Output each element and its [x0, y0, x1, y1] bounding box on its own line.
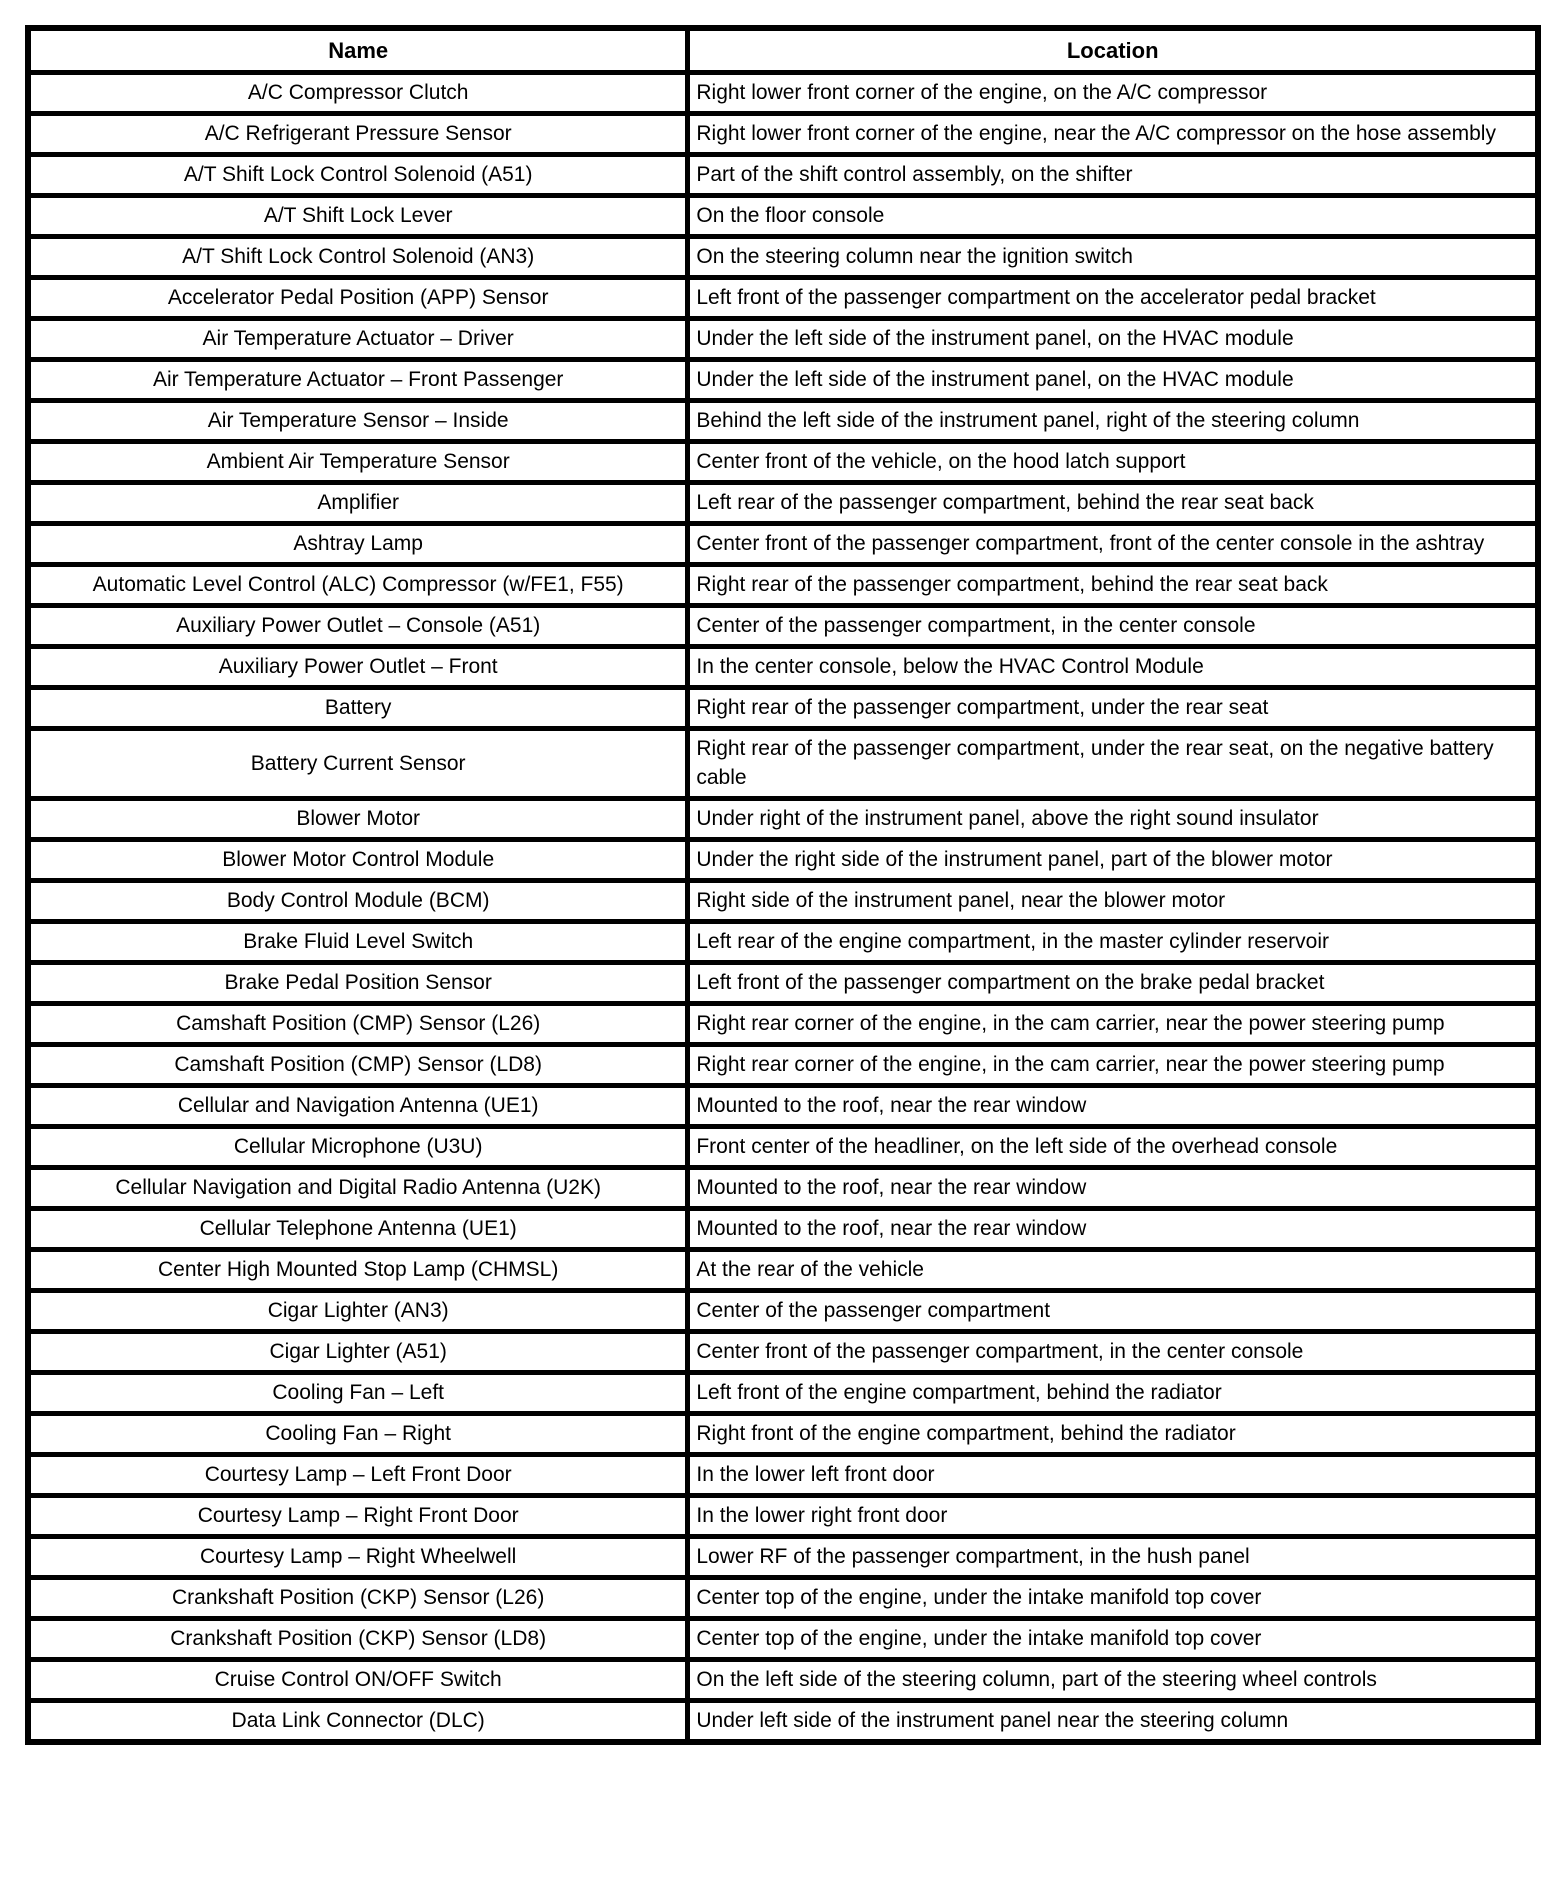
table-row	[28, 1455, 1538, 1496]
header-row	[28, 28, 1538, 73]
table-row	[28, 1168, 1538, 1209]
name-cell: Ambient Air Temperature Sensor	[28, 442, 688, 483]
table-row	[28, 1496, 1538, 1537]
location-cell: Lower RF of the passenger compartment, in the hush panel	[688, 1537, 1538, 1578]
name-cell: Cellular Microphone (U3U)	[28, 1127, 688, 1168]
name-cell: Cellular Navigation and Digital Radio Antenna (U2K)	[28, 1168, 688, 1209]
name-cell: Cigar Lighter (AN3)	[28, 1291, 688, 1332]
component-location-table	[25, 25, 1541, 1745]
location-cell: Behind the left side of the instrument panel, right of the steering column	[688, 401, 1538, 442]
name-cell: Crankshaft Position (CKP) Sensor (L26)	[28, 1578, 688, 1619]
location-cell: Right side of the instrument panel, near the blower motor	[688, 881, 1538, 922]
name-cell: Automatic Level Control (ALC) Compressor (w/FE1, F55)	[28, 565, 688, 606]
table-row	[28, 1660, 1538, 1701]
table-row	[28, 1209, 1538, 1250]
location-cell: Right rear of the passenger compartment, under the rear seat	[688, 688, 1538, 729]
location-cell: Right rear corner of the engine, in the cam carrier, near the power steering pump	[688, 1045, 1538, 1086]
table-row	[28, 922, 1538, 963]
location-cell: Right rear corner of the engine, in the cam carrier, near the power steering pump	[688, 1004, 1538, 1045]
name-cell: Blower Motor	[28, 799, 688, 840]
location-cell: In the lower left front door	[688, 1455, 1538, 1496]
location-cell: Under the left side of the instrument panel, on the HVAC module	[688, 319, 1538, 360]
location-cell: Center front of the passenger compartment, in the center console	[688, 1332, 1538, 1373]
location-cell: Left front of the engine compartment, behind the radiator	[688, 1373, 1538, 1414]
location-cell: At the rear of the vehicle	[688, 1250, 1538, 1291]
location-cell: Right lower front corner of the engine, on the A/C compressor	[688, 73, 1538, 114]
location-cell: Part of the shift control assembly, on the shifter	[688, 155, 1538, 196]
table-row	[28, 1291, 1538, 1332]
name-cell: Camshaft Position (CMP) Sensor (L26)	[28, 1004, 688, 1045]
location-cell: Under the right side of the instrument panel, part of the blower motor	[688, 840, 1538, 881]
table-row	[28, 1619, 1538, 1660]
name-cell: Air Temperature Actuator – Driver	[28, 319, 688, 360]
location-cell: Right front of the engine compartment, behind the radiator	[688, 1414, 1538, 1455]
table-row	[28, 1414, 1538, 1455]
location-cell: On the left side of the steering column, part of the steering wheel controls	[688, 1660, 1538, 1701]
name-cell: Cellular Telephone Antenna (UE1)	[28, 1209, 688, 1250]
name-cell: Battery Current Sensor	[28, 729, 688, 799]
location-cell: Front center of the headliner, on the left side of the overhead console	[688, 1127, 1538, 1168]
location-cell: Center top of the engine, under the intake manifold top cover	[688, 1578, 1538, 1619]
table-row	[28, 1045, 1538, 1086]
table-body	[28, 73, 1538, 1743]
column-header-name: Name	[28, 28, 688, 73]
name-cell: A/T Shift Lock Control Solenoid (AN3)	[28, 237, 688, 278]
table-row	[28, 360, 1538, 401]
table-row	[28, 647, 1538, 688]
table-row	[28, 442, 1538, 483]
name-cell: A/C Compressor Clutch	[28, 73, 688, 114]
name-cell: Center High Mounted Stop Lamp (CHMSL)	[28, 1250, 688, 1291]
name-cell: Auxiliary Power Outlet – Console (A51)	[28, 606, 688, 647]
name-cell: A/C Refrigerant Pressure Sensor	[28, 114, 688, 155]
location-cell: Left rear of the engine compartment, in the master cylinder reservoir	[688, 922, 1538, 963]
location-cell: Right rear of the passenger compartment, under the rear seat, on the negative battery cable	[688, 729, 1538, 799]
location-cell: Center of the passenger compartment, in the center console	[688, 606, 1538, 647]
name-cell: Body Control Module (BCM)	[28, 881, 688, 922]
location-cell: Left front of the passenger compartment on the accelerator pedal bracket	[688, 278, 1538, 319]
name-cell: Ashtray Lamp	[28, 524, 688, 565]
table-row	[28, 606, 1538, 647]
table-row	[28, 278, 1538, 319]
location-cell: Mounted to the roof, near the rear window	[688, 1168, 1538, 1209]
table-row	[28, 1004, 1538, 1045]
table-row	[28, 196, 1538, 237]
location-cell: In the center console, below the HVAC Control Module	[688, 647, 1538, 688]
table-row	[28, 799, 1538, 840]
name-cell: Brake Pedal Position Sensor	[28, 963, 688, 1004]
location-cell: Under left side of the instrument panel near the steering column	[688, 1701, 1538, 1743]
table-row	[28, 565, 1538, 606]
table-row	[28, 1086, 1538, 1127]
table-row	[28, 524, 1538, 565]
location-cell: On the floor console	[688, 196, 1538, 237]
location-cell: Mounted to the roof, near the rear window	[688, 1209, 1538, 1250]
location-cell: Mounted to the roof, near the rear window	[688, 1086, 1538, 1127]
location-cell: Right rear of the passenger compartment, behind the rear seat back	[688, 565, 1538, 606]
table-row	[28, 729, 1538, 799]
name-cell: Air Temperature Actuator – Front Passenger	[28, 360, 688, 401]
name-cell: Courtesy Lamp – Right Front Door	[28, 1496, 688, 1537]
name-cell: Battery	[28, 688, 688, 729]
name-cell: Data Link Connector (DLC)	[28, 1701, 688, 1743]
name-cell: Cooling Fan – Left	[28, 1373, 688, 1414]
name-cell: Cigar Lighter (A51)	[28, 1332, 688, 1373]
table-row	[28, 688, 1538, 729]
location-cell: Right lower front corner of the engine, near the A/C compressor on the hose assembly	[688, 114, 1538, 155]
location-cell: Under the left side of the instrument panel, on the HVAC module	[688, 360, 1538, 401]
location-cell: Center top of the engine, under the intake manifold top cover	[688, 1619, 1538, 1660]
table-row	[28, 1373, 1538, 1414]
location-cell: Under right of the instrument panel, above the right sound insulator	[688, 799, 1538, 840]
name-cell: Camshaft Position (CMP) Sensor (LD8)	[28, 1045, 688, 1086]
name-cell: Courtesy Lamp – Right Wheelwell	[28, 1537, 688, 1578]
location-cell: In the lower right front door	[688, 1496, 1538, 1537]
name-cell: Cellular and Navigation Antenna (UE1)	[28, 1086, 688, 1127]
name-cell: A/T Shift Lock Lever	[28, 196, 688, 237]
name-cell: A/T Shift Lock Control Solenoid (A51)	[28, 155, 688, 196]
name-cell: Amplifier	[28, 483, 688, 524]
name-cell: Brake Fluid Level Switch	[28, 922, 688, 963]
table-row	[28, 1332, 1538, 1373]
location-cell: Center front of the vehicle, on the hood latch support	[688, 442, 1538, 483]
location-cell: On the steering column near the ignition switch	[688, 237, 1538, 278]
table-row	[28, 114, 1538, 155]
table-row	[28, 840, 1538, 881]
table-row	[28, 401, 1538, 442]
name-cell: Blower Motor Control Module	[28, 840, 688, 881]
name-cell: Cooling Fan – Right	[28, 1414, 688, 1455]
name-cell: Crankshaft Position (CKP) Sensor (LD8)	[28, 1619, 688, 1660]
table-row	[28, 963, 1538, 1004]
name-cell: Courtesy Lamp – Left Front Door	[28, 1455, 688, 1496]
table-row	[28, 155, 1538, 196]
table-row	[28, 1127, 1538, 1168]
table-row	[28, 1250, 1538, 1291]
name-cell: Auxiliary Power Outlet – Front	[28, 647, 688, 688]
location-cell: Left front of the passenger compartment on the brake pedal bracket	[688, 963, 1538, 1004]
name-cell: Cruise Control ON/OFF Switch	[28, 1660, 688, 1701]
name-cell: Accelerator Pedal Position (APP) Sensor	[28, 278, 688, 319]
column-header-location: Location	[688, 28, 1538, 73]
table-row	[28, 73, 1538, 114]
table-row	[28, 319, 1538, 360]
location-cell: Center of the passenger compartment	[688, 1291, 1538, 1332]
table-row	[28, 1578, 1538, 1619]
table-row	[28, 1701, 1538, 1743]
table-row	[28, 1537, 1538, 1578]
table-row	[28, 881, 1538, 922]
table-row	[28, 237, 1538, 278]
name-cell: Air Temperature Sensor – Inside	[28, 401, 688, 442]
table-row	[28, 483, 1538, 524]
location-cell: Center front of the passenger compartment, front of the center console in the ashtray	[688, 524, 1538, 565]
location-cell: Left rear of the passenger compartment, behind the rear seat back	[688, 483, 1538, 524]
